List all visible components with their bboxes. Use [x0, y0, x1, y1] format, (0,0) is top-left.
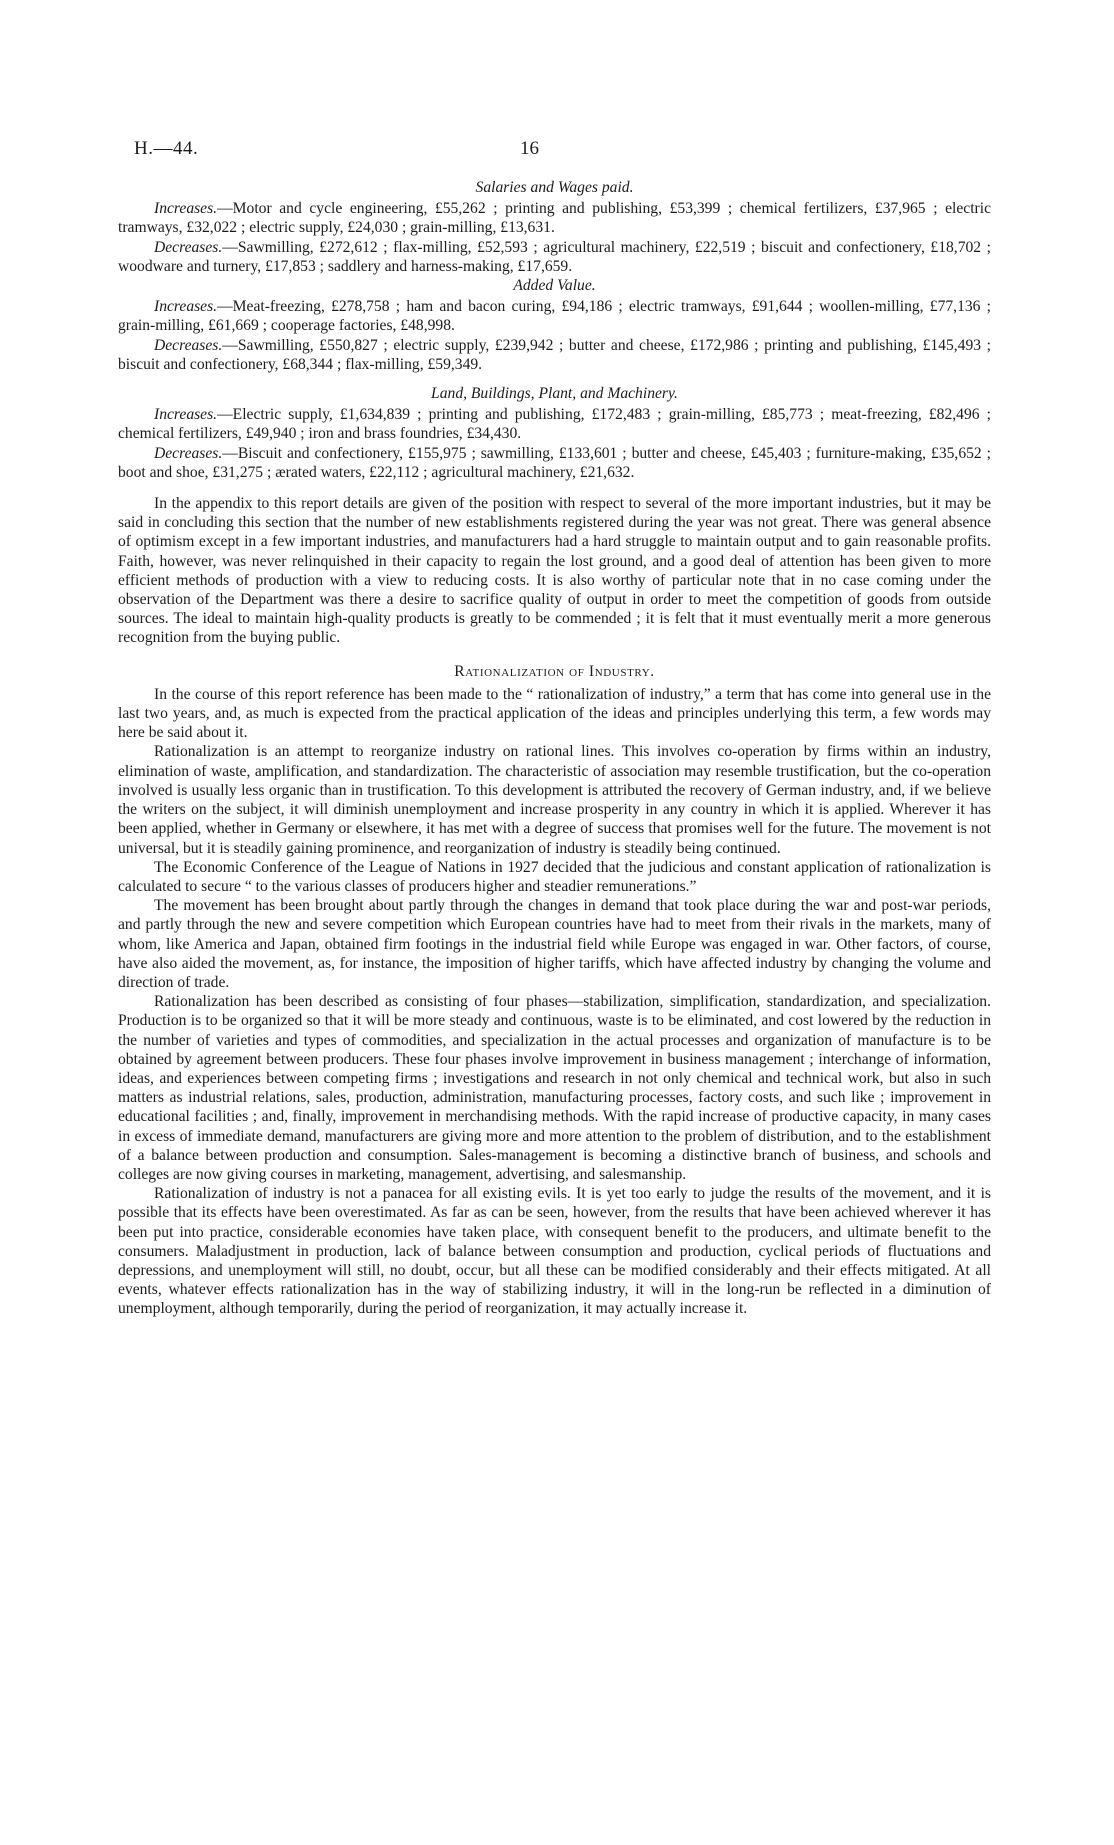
rationalization-paragraph: The movement has been brought about partly through the changes in demand that took place during the war and post-war periods, and partly through the new and severe competition which European countries have had to meet from their rivals in the markets, many of whom, like America and Japan, obtained firm footings in the industrial field while Europe was engaged in war. Other factors, of course, have also aided the movement, as, for instance, the imposition of higher tariffs, which have affected industry by changing the volume and direction of trade.	[118, 897, 991, 991]
rationalization-paragraph: The Economic Conference of the League of Nations in 1927 decided that the judicious and constant application of rationalization is calculated to secure “ to the various classes of producers higher and steadier remunerations.”	[118, 858, 991, 895]
statistics-sections	[118, 178, 991, 482]
change-label: Increases.	[154, 200, 218, 218]
change-paragraph	[118, 405, 991, 443]
change-text: —Electric supply, £1,634,839 ; printing and publishing, £172,483 ; grain-milling, £85,773 ; meat-freezing, £82,496 ; chemical fertilizers, £49,940 ; iron and brass foundries, £34,430.	[118, 406, 991, 443]
rationalization-heading: Rationalization of Industry.	[454, 662, 655, 680]
change-text: —Motor and cycle engineering, £55,262 ; printing and publishing, £53,399 ; chemical fertilizers, £37,965 ; electric tramways, £32,022 ; electric supply, £24,030 ; grain-milling, £13,631.	[118, 200, 991, 237]
change-paragraph	[118, 238, 991, 276]
change-text: —Meat-freezing, £278,758 ; ham and bacon curing, £94,186 ; electric tramways, £91,644 ; woollen-milling, £77,136 ; grain-milling, £61,669 ; cooperage factories, £48,998.	[118, 298, 991, 335]
change-label: Decreases.	[154, 444, 223, 462]
change-paragraph	[118, 444, 991, 482]
section-heading: Salaries and Wages paid.	[475, 179, 634, 196]
section-heading: Land, Buildings, Plant, and Machinery.	[431, 385, 678, 403]
page-number: 16	[520, 138, 539, 159]
change-label: Decreases.	[154, 238, 223, 256]
change-text: —Biscuit and confectionery, £155,975 ; sawmilling, £133,601 ; butter and cheese, £45,403 ; furniture-making, £35,652 ; boot and shoe, £31,275 ; ærated waters, £22,112 ; agricultural machinery, £21,632.	[118, 444, 991, 481]
change-paragraph	[118, 336, 991, 374]
section-heading: Added Value.	[513, 277, 596, 295]
document-reference: H.—44.	[134, 138, 199, 159]
change-text: —Sawmilling, £272,612 ; flax-milling, £52,593 ; agricultural machinery, £22,519 ; biscuit and confectionery, £18,702 ; woodware and turnery, £17,853 ; saddlery and harness-making, £17,659.	[118, 238, 991, 275]
rationalization-section	[118, 685, 991, 1319]
page-body	[118, 178, 991, 1319]
change-label: Decreases.	[154, 336, 223, 354]
rationalization-paragraph: Rationalization of industry is not a panacea for all existing evils. It is yet too early to judge the results of the movement, and it is possible that its effects have been overestimated. As far as can be seen, however, from the results that have been achieved wherever it has been put into practice, considerable economies have taken place, with consequent benefit to the producers, and ultimate benefit to the consumers. Maladjustment in production, lack of balance between consumption and production, cyclical periods of fluctuations and depressions, and unemployment will still, no doubt, occur, but all these can be modified considerably and their effects mitigated. At all events, whatever effects rationalization has in the way of stabilizing industry, it will in the long-run be reflected in a diminution of unemployment, although temporarily, during the period of reorganization, it may actually increase it.	[118, 1185, 991, 1318]
change-label: Increases.	[154, 406, 218, 424]
change-paragraph	[118, 199, 991, 237]
rationalization-paragraph: Rationalization is an attempt to reorganize industry on rational lines. This involves co-operation by firms within an industry, elimination of waste, amplification, and standardization. The characteristic of association may resemble trustification, but the co-operation involved is usually less organic than in trustification. To this development is attributed the recovery of German industry, and, if we believe the writers on the subject, it will diminish unemployment and increase prosperity in any country in which it is applied. Wherever it has been applied, whether in Germany or elsewhere, it has met with a degree of success that promises well for the future. The movement is not universal, but it is steadily gaining prominence, and reorganization of industry is steadily being continued.	[118, 743, 991, 857]
change-paragraph	[118, 297, 991, 335]
change-label: Increases.	[154, 298, 218, 316]
rationalization-paragraph: Rationalization has been described as consisting of four phases—stabilization, simplification, standardization, and specialization. Production is to be organized so that it will be more steady and continuous, waste is to be eliminated, and cost lowered by the reduction in the number of varieties and types of commodities, and specialization in the actual processes and organization of manufacture is to be obtained by agreement between producers. These four phases involve improvement in business management ; interchange of information, ideas, and experiences between competing firms ; investigations and research in not only chemical and technical work, but also in such matters as industrial relations, sales, production, administration, manufacturing processes, factory costs, and such like ; improvement in educational facilities ; and, finally, improvement in merchandising methods. With the rapid increase of productive capacity, in many cases in excess of immediate demand, manufacturers are giving more and more attention to the problem of distribution, and to the establishment of a balance between production and consumption. Sales-management is becoming a distinctive branch of business, and schools and colleges are now giving courses in marketing, management, advertising, and salesmanship.	[118, 993, 991, 1183]
rationalization-paragraph: In the course of this report reference has been made to the “ rationalization of industry,” a term that has come into general use in the last two years, and, as much is expected from the practical application of the ideas and principles underlying this term, a few words may here be said about it.	[118, 685, 991, 742]
appendix-paragraph: In the appendix to this report details are given of the position with respect to several of the more important industries, but it may be said in concluding this section that the number of new establishments registered during the year was not great. There was general absence of optimism except in a few important industries, and manufacturers had a hard struggle to maintain output and to gain reasonable profits. Faith, however, was never relinquished in their capacity to regain the lost ground, and a good deal of attention has been given to more efficient methods of production with a view to reducing costs. It is also worthy of particular note that in no case coming under the observation of the Department was there a desire to sacrifice quality of output in order to meet the competition of goods from outside sources. The ideal to maintain high-quality products is greatly to be commended ; it is felt that it must eventually merit a more generous recognition from the buying public.	[118, 495, 991, 647]
change-text: —Sawmilling, £550,827 ; electric supply, £239,942 ; butter and cheese, £172,986 ; printing and publishing, £145,493 ; biscuit and confectionery, £68,344 ; flax-milling, £59,349.	[118, 336, 991, 373]
